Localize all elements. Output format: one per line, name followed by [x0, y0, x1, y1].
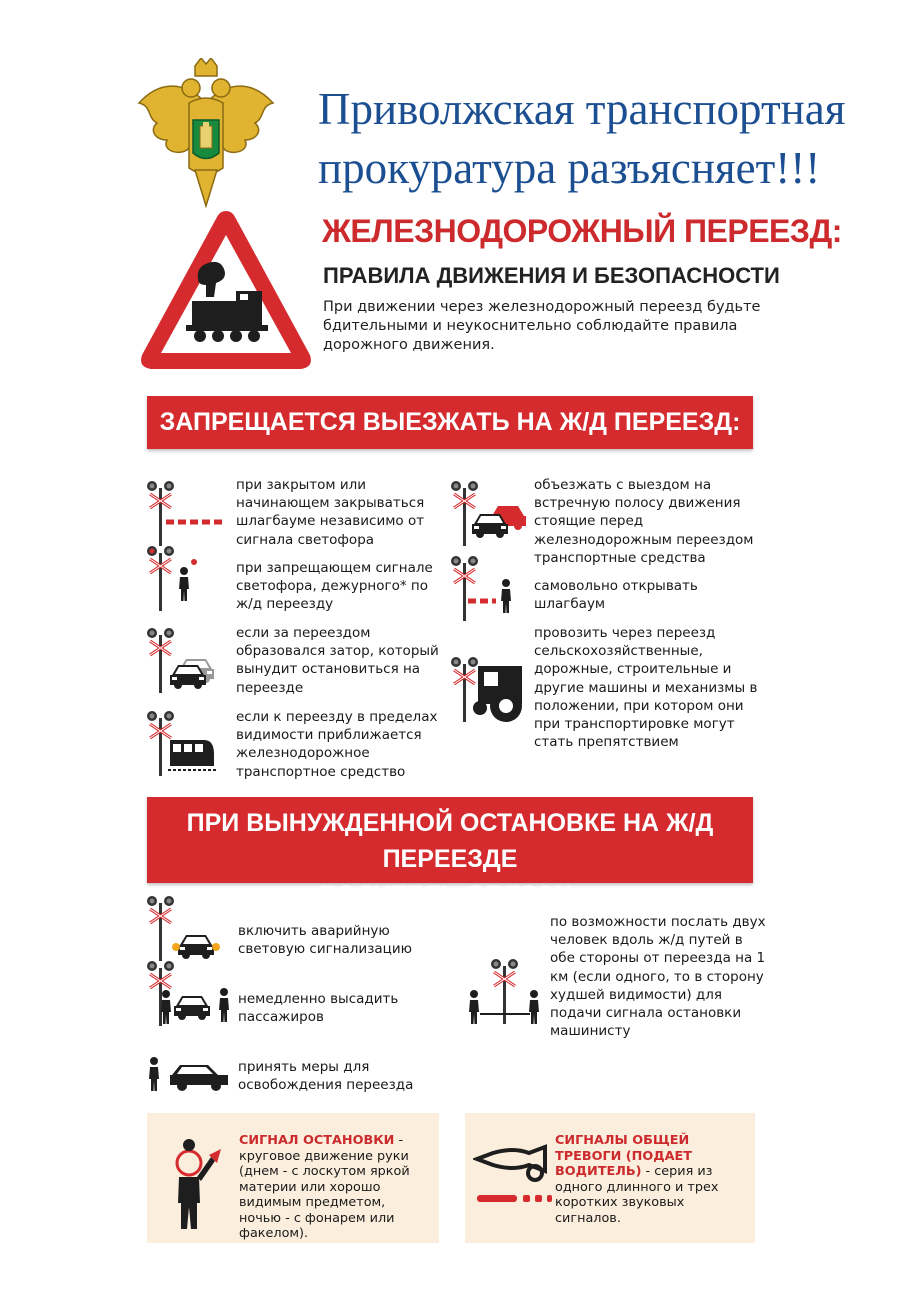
list-item: если за переездом образовался затор, который вынудит остановиться на переезде: [236, 625, 439, 696]
list-item: самовольно открывать шлагбаум: [534, 578, 698, 613]
list-item: если к переезду в пределах видимости приближается железнодорожное транспортное средство: [236, 709, 438, 780]
push-car-icon: [146, 1055, 236, 1095]
train-warning-sign-icon: [136, 205, 316, 375]
crossing-signal-icon: [146, 545, 206, 615]
page-title: Приволжская транспортная прокуратура разъясняет!!!: [318, 84, 846, 193]
list-item: немедленно высадить пассажиров: [238, 991, 399, 1026]
person-waving-icon: [167, 1133, 227, 1233]
list-item: объезжать с выездом на встречную полосу движения стоящие перед железнодорожным переездом транспортные средства: [534, 477, 754, 566]
horn-icon: [473, 1143, 553, 1213]
list-item: принять меры для освобождения переезда: [238, 1059, 414, 1094]
alarm-signal-box: [465, 1113, 755, 1243]
stop-signal-text: - круговое движение руки (днем - с лоскутом яркой материи или хорошо видимым предметом, ночью - с фонарем или факелом).: [239, 1133, 410, 1241]
poster-heading: ЖЕЛЕЗНОДОРОЖНЫЙ ПЕРЕЕЗД:: [322, 213, 842, 249]
crossing-signal-icon: [146, 480, 226, 550]
list-item: включить аварийную световую сигнализацию: [238, 923, 412, 958]
passengers-exit-icon: [146, 960, 236, 1030]
crossing-signal-icon: [146, 710, 221, 780]
emblem-icon: [137, 58, 275, 208]
forced-stop-banner-line2: ВОДИТЕЛЬ ОБЯЗАН:: [319, 881, 581, 909]
list-item: при запрещающем сигнале светофора, дежурного* по ж/д переезду: [236, 560, 433, 613]
list-item: при закрытом или начинающем закрываться шлагбауме независимо от сигнала светофора: [236, 477, 425, 548]
train-icon: [168, 740, 216, 770]
stop-signal-title: СИГНАЛ ОСТАНОВКИ: [239, 1133, 395, 1148]
list-item: по возможности послать двух человек вдоль ж/д путей в обе стороны от переезда на 1 км (если одного, то в сторону худшей видимости) для подачи сигнала остановки машинисту: [550, 914, 766, 1040]
crossing-signal-icon: [146, 627, 221, 697]
crossing-signal-icon: [450, 480, 530, 550]
alarm-signal-title: СИГНАЛЫ ОБЩЕЙ ТРЕВОГИ (ПОДАЕТ ВОДИТЕЛЬ): [555, 1133, 693, 1179]
intro-text: При движении через железнодорожный переезд будьте бдительными и неукоснительно соблюдайте правила дорожного движения.: [323, 299, 761, 353]
list-item: провозить через переезд сельскохозяйственные, дорожные, строительные и другие машины и механизмы в положении, при котором они при транспортировке могут стать препятствием: [534, 625, 758, 751]
forced-stop-banner-line1: ПРИ ВЫНУЖДЕННОЙ ОСТАНОВКЕ НА Ж/Д ПЕРЕЕЗДЕ: [186, 809, 714, 873]
hazard-lights-icon: [146, 895, 226, 965]
crossing-signal-icon: [450, 555, 530, 625]
forbidden-banner: ЗАПРЕЩАЕТСЯ ВЫЕЗЖАТЬ НА Ж/Д ПЕРЕЕЗД:: [147, 396, 753, 449]
alarm-signal-text: - серия из одного длинного и трех коротких звуковых сигналов.: [555, 1164, 719, 1226]
forced-stop-banner: [147, 797, 753, 909]
stop-signal-box: [147, 1113, 439, 1243]
tractor-icon: [450, 656, 530, 728]
two-people-signal-icon: [466, 958, 546, 1030]
poster-subheading: ПРАВИЛА ДВИЖЕНИЯ И БЕЗОПАСНОСТИ: [323, 263, 780, 288]
